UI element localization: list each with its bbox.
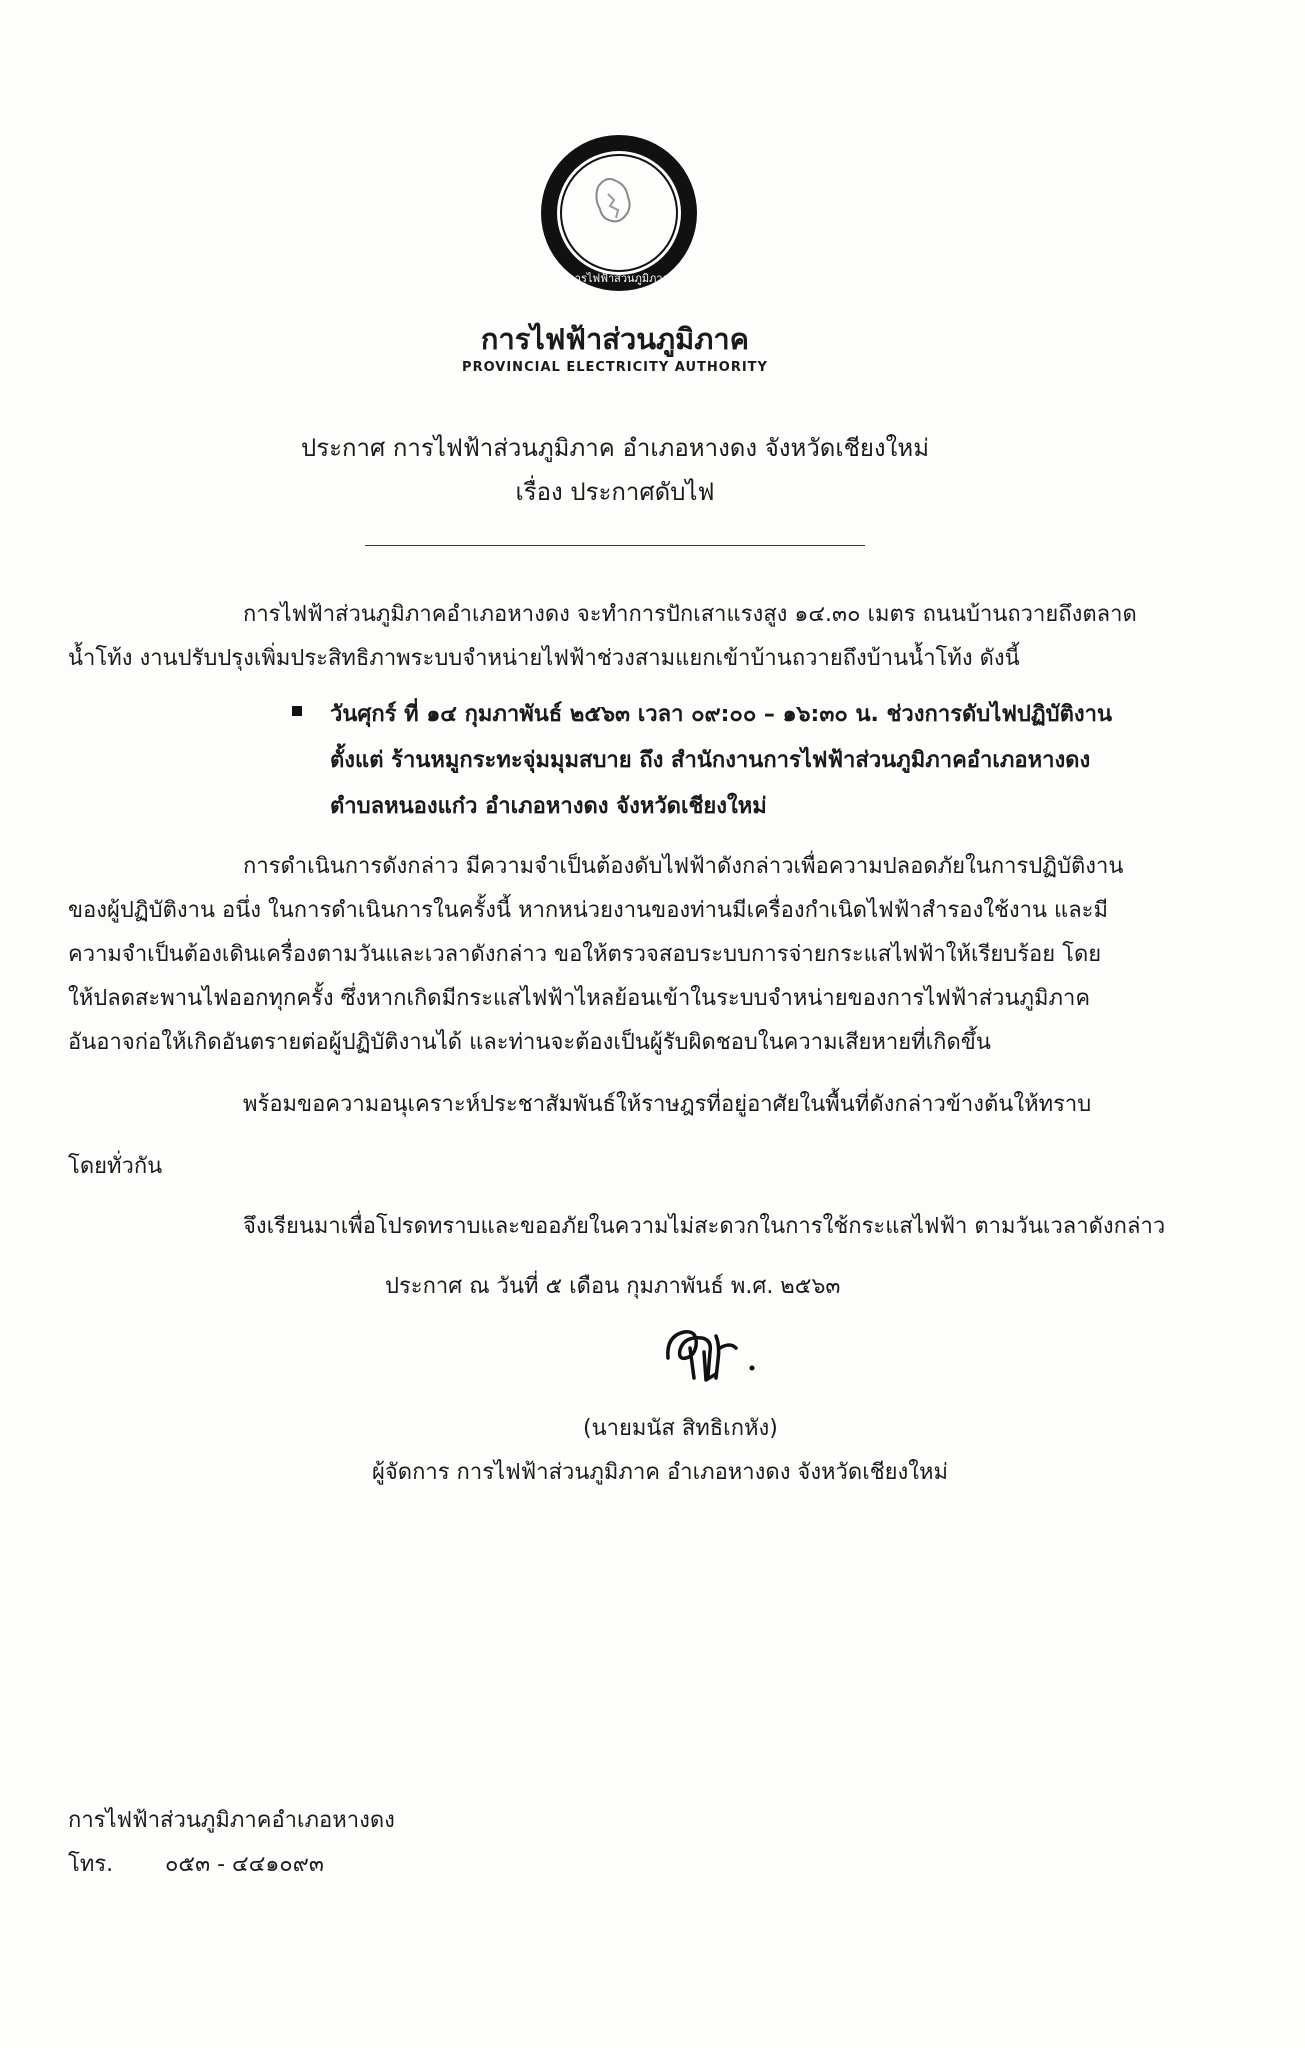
paragraph-2-line-4: ให้ปลดสะพานไฟออกทุกครั้ง ซึ่งหากเกิดมีกระแสไฟฟ้าไหลย้อนเข้าในระบบจำหน่ายของการไฟฟ้าส่วนภูมิภาค bbox=[68, 986, 1091, 1011]
paragraph-2-line-2: ของผู้ปฏิบัติงาน อนึ่ง ในการดำเนินการในครั้งนี้ หากหน่วยงานของท่านมีเครื่องกำเนิดไฟฟ้าสำรองใช้งาน และมี bbox=[68, 898, 1108, 923]
announcement-date: ประกาศ ณ วันที่ ๕ เดือน กุมภาพันธ์ พ.ศ. ๒๕๖๓ bbox=[385, 1274, 841, 1299]
outage-detail-line-2: ตั้งแต่ ร้านหมูกระทะจุ่มมุมสบาย ถึง สำนักงานการไฟฟ้าส่วนภูมิภาคอำเภอหางดง bbox=[330, 748, 1091, 773]
handwritten-signature bbox=[660, 1318, 770, 1390]
paragraph-2-line-3: ความจำเป็นต้องเดินเครื่องตามวันและเวลาดังกล่าว ขอให้ตรวจสอบระบบการจ่ายกระแสไฟฟ้าให้เรียบร้อย โดย bbox=[68, 942, 1102, 967]
pea-seal-logo bbox=[538, 132, 700, 294]
announcement-subject: เรื่อง ประกาศดับไฟ bbox=[515, 478, 715, 506]
seal-text: การไฟฟ้าส่วนภูมิภาค bbox=[568, 272, 670, 285]
paragraph-1-line-2: น้ำโท้ง งานปรับปรุงเพิ่มประสิทธิภาพระบบจำหน่ายไฟฟ้าช่วงสามแยกเข้าบ้านถวายถึงบ้านน้ำโท้ง ดังนี้ bbox=[68, 646, 1020, 671]
org-name-english: PROVINCIAL ELECTRICITY AUTHORITY bbox=[462, 360, 768, 375]
signatory-title: ผู้จัดการ การไฟฟ้าส่วนภูมิภาค อำเภอหางดง จังหวัดเชียงใหม่ bbox=[372, 1460, 949, 1485]
signatory-name: (นายมนัส สิทธิเกหัง) bbox=[583, 1416, 778, 1441]
footer-phone-number: ๐๕๓ - ๔๔๑๐๙๓ bbox=[165, 1852, 324, 1877]
paragraph-3-line-1: พร้อมขอความอนุเคราะห์ประชาสัมพันธ์ให้ราษฎรที่อยู่อาศัยในพื้นที่ดังกล่าวข้างต้นให้ทราบ bbox=[243, 1092, 1092, 1117]
paragraph-3-line-2: โดยทั่วกัน bbox=[68, 1154, 163, 1179]
outage-detail-line-1: วันศุกร์ ที่ ๑๔ กุมภาพันธ์ ๒๕๖๓ เวลา ๐๙:๐๐ – ๑๖:๓๐ น. ช่วงการดับไฟปฏิบัติงาน bbox=[330, 702, 1113, 727]
footer-phone-label: โทร. bbox=[68, 1852, 114, 1877]
closing-paragraph: จึงเรียนมาเพื่อโปรดทราบและขออภัยในความไม่สะดวกในการใช้กระแสไฟฟ้า ตามวันเวลาดังกล่าว bbox=[243, 1214, 1166, 1239]
org-name-thai: การไฟฟ้าส่วนภูมิภาค bbox=[480, 322, 750, 356]
footer-office-name: การไฟฟ้าส่วนภูมิภาคอำเภอหางดง bbox=[68, 1808, 395, 1833]
bullet-marker bbox=[292, 706, 302, 716]
heading-divider bbox=[365, 545, 865, 546]
paragraph-1-line-1: การไฟฟ้าส่วนภูมิภาคอำเภอหางดง จะทำการปักเสาแรงสูง ๑๔.๓๐ เมตร ถนนบ้านถวายถึงตลาด bbox=[243, 602, 1137, 627]
outage-detail-line-3: ตำบลหนองแก๋ว อำเภอหางดง จังหวัดเชียงใหม่ bbox=[330, 794, 767, 819]
paragraph-2-line-1: การดำเนินการดังกล่าว มีความจำเป็นต้องดับไฟฟ้าดังกล่าวเพื่อความปลอดภัยในการปฏิบัติงาน bbox=[243, 854, 1124, 879]
announcement-heading: ประกาศ การไฟฟ้าส่วนภูมิภาค อำเภอหางดง จังหวัดเชียงใหม่ bbox=[300, 434, 930, 462]
paragraph-2-line-5: อันอาจก่อให้เกิดอันตรายต่อผู้ปฏิบัติงานได้ และท่านจะต้องเป็นผู้รับผิดชอบในความเสียหายที่เกิดขึ้น bbox=[68, 1030, 991, 1055]
